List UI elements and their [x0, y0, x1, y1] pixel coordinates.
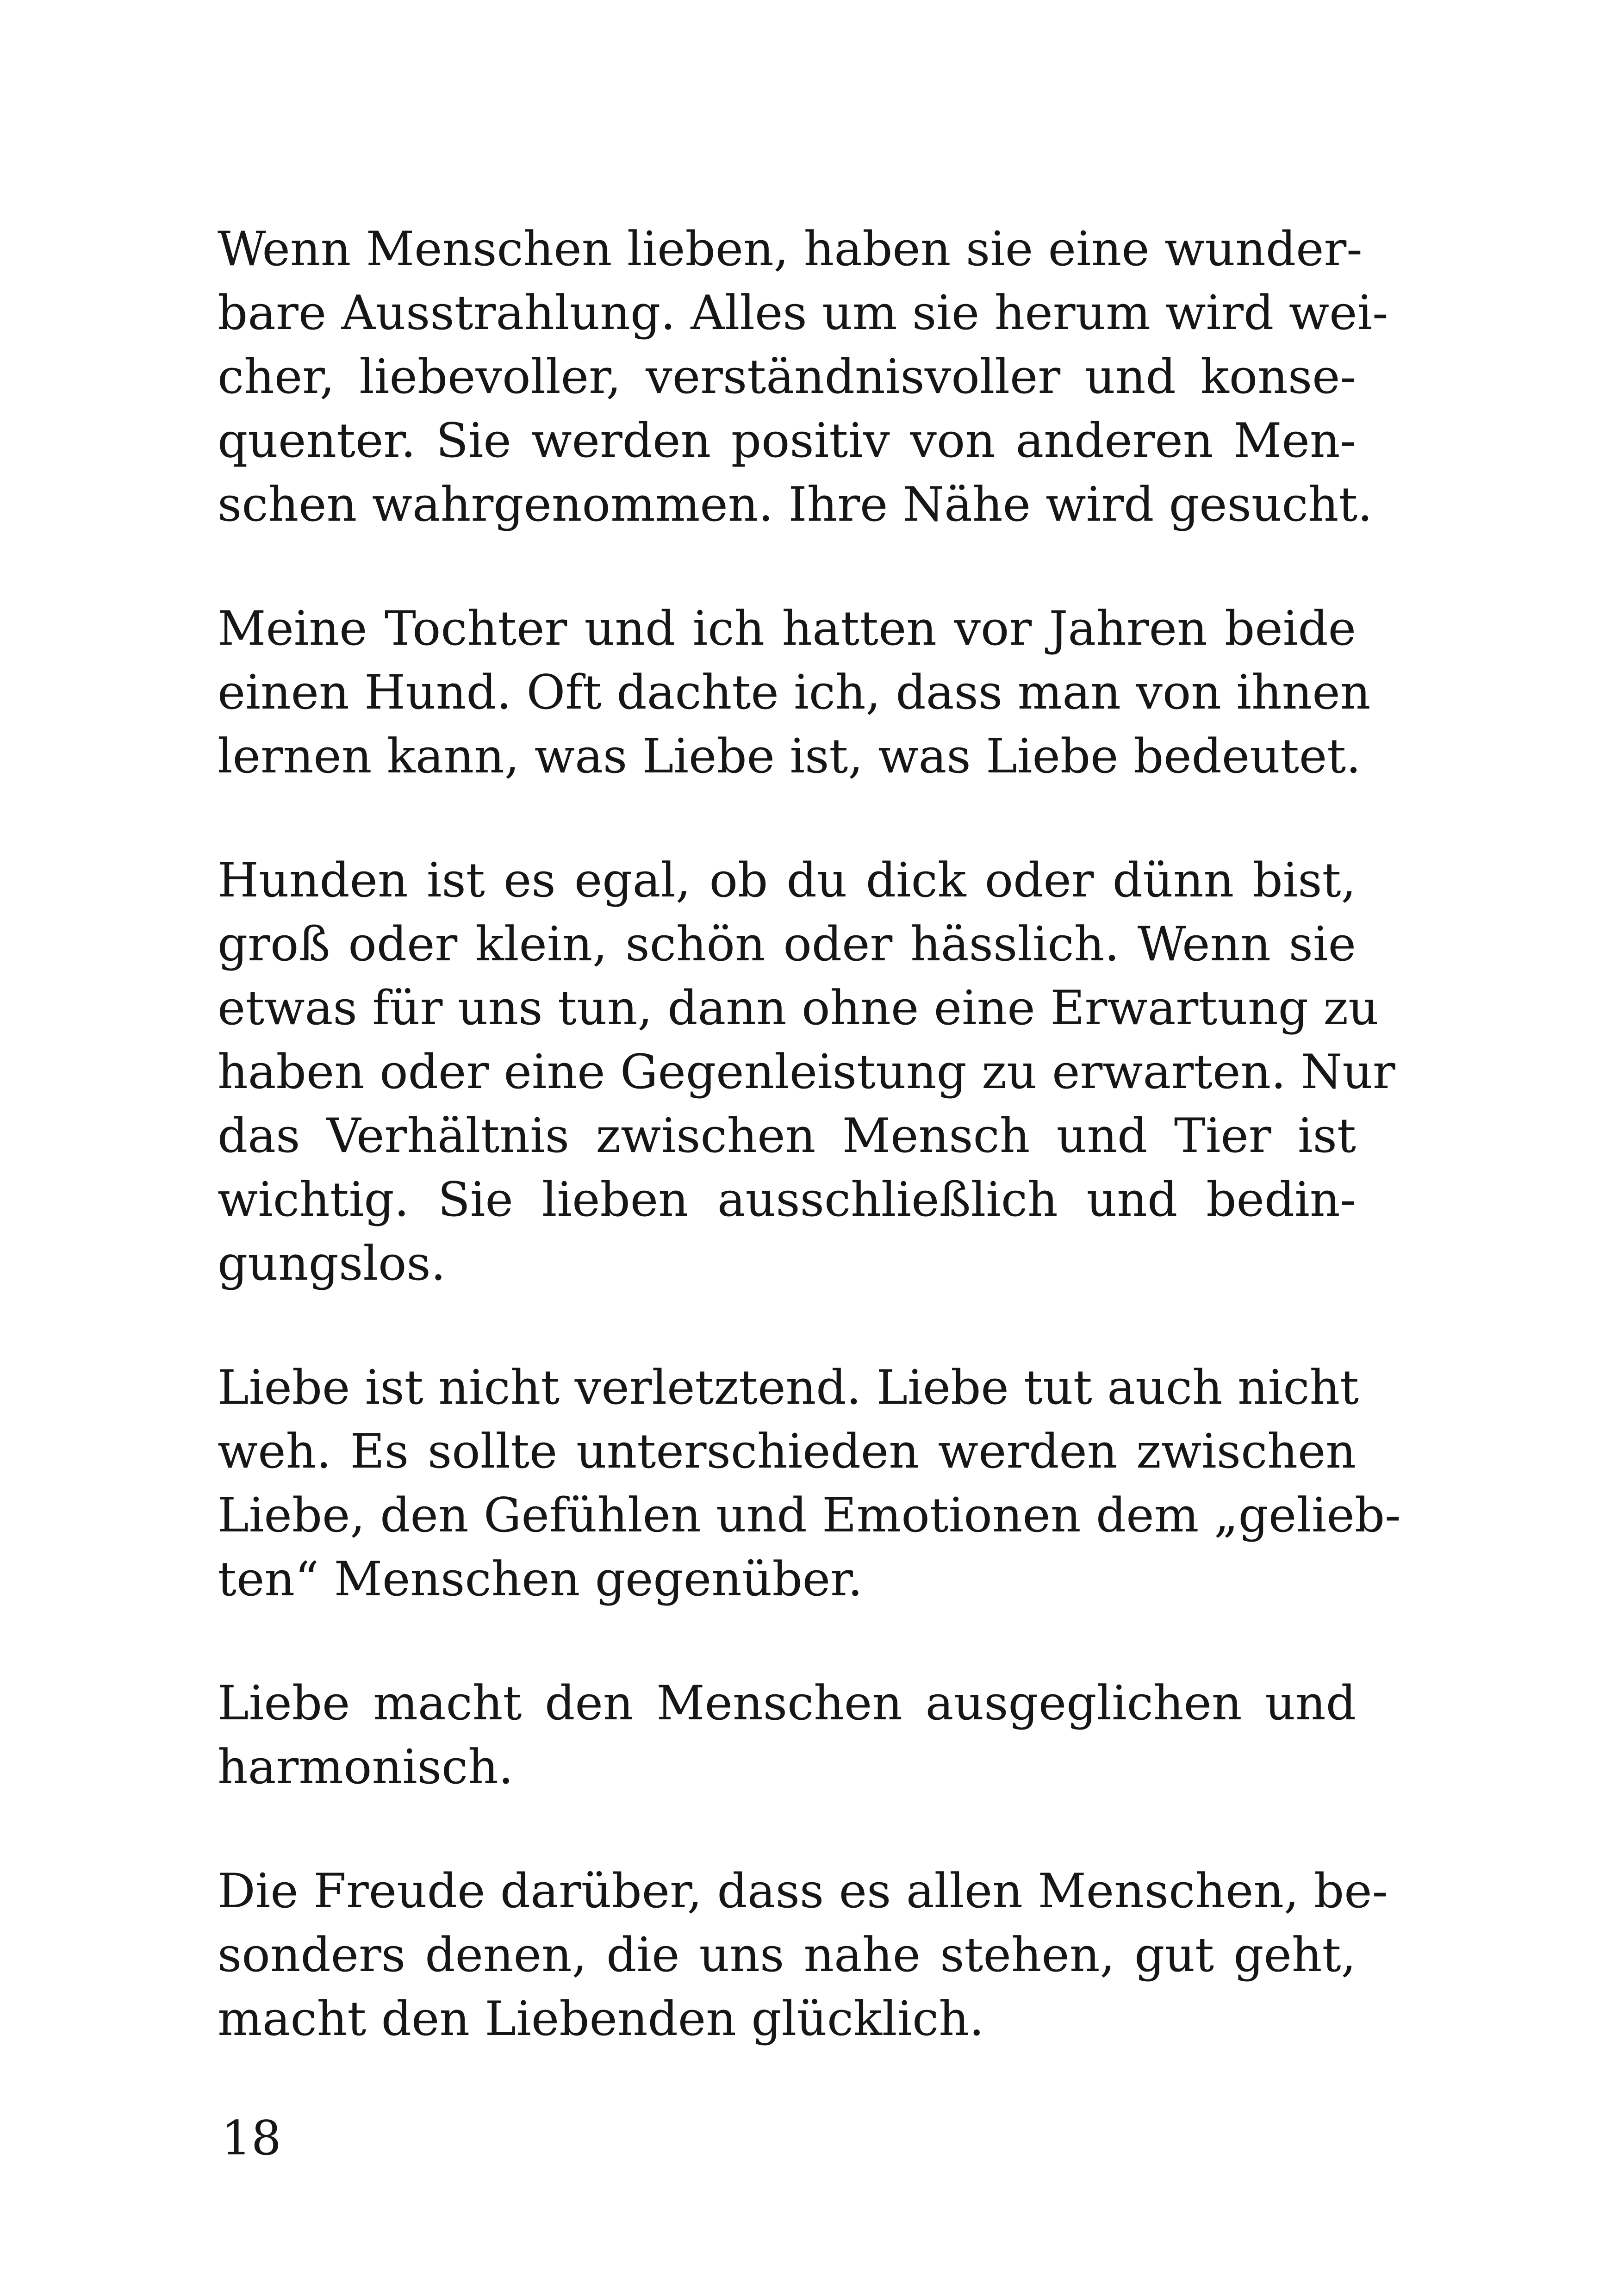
text-line: Meine Tochter und ich hatten vor Jahren beide [218, 601, 1356, 656]
page-number: 18 [221, 2111, 281, 2166]
text-line: Die Freude darüber, dass es allen Menschen, be- [218, 1864, 1388, 1919]
paragraph-1 [218, 218, 1388, 537]
body-text [218, 218, 1401, 2111]
paragraph-4 [218, 1356, 1401, 1612]
paragraph-6 [218, 1860, 1388, 2051]
paragraph-5 [218, 1672, 1356, 1799]
text-line: Liebe, den Gefühlen und Emotionen dem „gelieb- [218, 1488, 1401, 1543]
text-line: einen Hund. Oft dachte ich, dass man von ihnen [218, 665, 1371, 720]
text-line: Wenn Menschen lieben, haben sie eine wunder- [218, 222, 1363, 277]
text-line: Liebe macht den Menschen ausgeglichen und [218, 1676, 1356, 1731]
text-line: etwas für uns tun, dann ohne eine Erwartung zu [218, 981, 1379, 1036]
text-line: sonders denen, die uns nahe stehen, gut geht, [218, 1928, 1356, 1983]
text-line: macht den Liebenden glücklich. [218, 1991, 984, 2047]
text-line: groß oder klein, schön oder hässlich. Wenn sie [218, 917, 1356, 972]
text-line: weh. Es sollte unterschieden werden zwischen [218, 1424, 1356, 1479]
text-line: bare Ausstrahlung. Alles um sie herum wird wei- [218, 286, 1388, 341]
text-line: wichtig. Sie lieben ausschließlich und bedin- [218, 1172, 1356, 1227]
text-line: gungslos. [218, 1236, 446, 1291]
paragraph-2 [218, 597, 1371, 789]
text-line: harmonisch. [218, 1740, 514, 1795]
paragraph-3 [218, 849, 1395, 1296]
text-line: cher, liebevoller, verständnisvoller und konse- [218, 349, 1356, 404]
text-line: das Verhältnis zwischen Mensch und Tier ist [218, 1108, 1356, 1164]
text-line: ten“ Menschen gegenüber. [218, 1552, 863, 1607]
text-line: Hunden ist es egal, ob du dick oder dünn bist, [218, 853, 1356, 908]
text-line: quenter. Sie werden positiv von anderen Men- [218, 413, 1356, 468]
text-line: lernen kann, was Liebe ist, was Liebe bedeutet. [218, 729, 1361, 784]
text-line: Liebe ist nicht verletztend. Liebe tut auch nicht [218, 1360, 1359, 1415]
text-line: haben oder eine Gegenleistung zu erwarten. Nur [218, 1045, 1395, 1100]
text-line: schen wahrgenommen. Ihre Nähe wird gesucht. [218, 477, 1373, 532]
